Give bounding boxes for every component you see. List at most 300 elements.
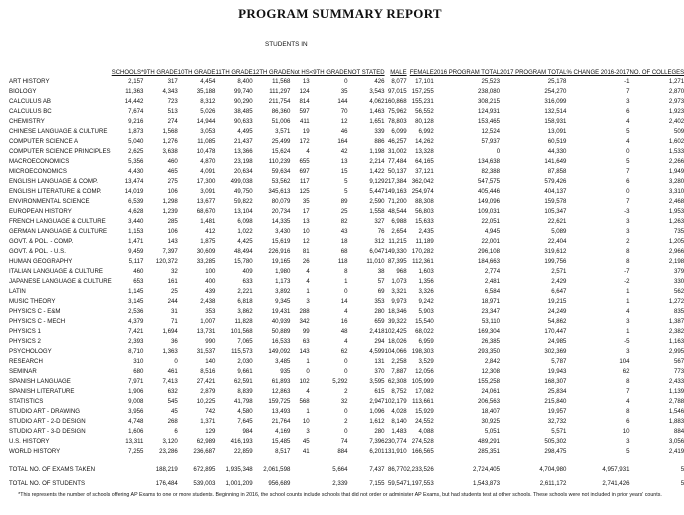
table-cell: 615 [374, 387, 385, 395]
table-cell: 509 [674, 127, 684, 135]
table-row [9, 317, 684, 327]
table-cell: 2,418 [369, 327, 385, 335]
table-cell: 1,651 [369, 117, 385, 125]
table-cell: 62,591 [234, 377, 253, 385]
table-cell: 4 [626, 397, 630, 405]
subject-name: CHEMISTRY [9, 117, 45, 125]
subject-name: WORLD HISTORY [9, 447, 61, 455]
table-cell: 184,663 [478, 257, 501, 265]
table-cell: 158,931 [544, 117, 567, 125]
table-cell: 0 [626, 147, 630, 155]
table-cell [290, 479, 309, 490]
table-cell: 1,163 [668, 337, 684, 345]
table-cell: 2,481 [484, 277, 501, 285]
table-cell: 4 [344, 337, 348, 345]
table-cell: 62 [340, 347, 348, 355]
table-cell: 22,051 [481, 217, 501, 225]
table-cell: 7,645 [237, 417, 253, 425]
table-cell: 230,774 [384, 437, 407, 445]
table-cell: 9,973 [391, 297, 407, 305]
table-cell: 5 [626, 127, 630, 135]
table-cell: 0 [344, 287, 348, 295]
table-cell: 13,731 [196, 327, 216, 335]
table-cell: 274,528 [411, 437, 434, 445]
table-cell: 5,356 [128, 157, 144, 165]
table-cell: 5,664 [332, 466, 348, 474]
subject-name: LATIN [9, 287, 26, 295]
table-cell: 4,088 [418, 427, 434, 435]
table-cell: 80,128 [415, 117, 434, 125]
table-cell: 30,925 [481, 417, 501, 425]
table-cell: 24,249 [547, 307, 567, 315]
table-cell: 100 [205, 267, 216, 275]
table-cell: 25,499 [271, 137, 291, 145]
table-cell: 1,558 [369, 207, 385, 215]
table-cell: 293,350 [478, 347, 501, 355]
table-cell: 215,840 [544, 397, 567, 405]
table-cell: 7,065 [237, 337, 253, 345]
table-cell: 3,145 [128, 297, 144, 305]
table-cell: 49,750 [234, 187, 253, 195]
table-cell: 22,404 [547, 237, 567, 245]
table-cell: 12 [340, 117, 348, 125]
subject-name: ITALIAN LANGUAGE & CULTURE [9, 267, 103, 275]
table-cell: 404,137 [544, 187, 567, 195]
table-cell: 3 [626, 317, 630, 325]
column-header [215, 48, 252, 77]
subject-name: RESEARCH [9, 357, 43, 365]
table-cell: 8,400 [237, 77, 253, 85]
table-cell: 1,096 [369, 407, 385, 415]
subject-name: ENVIRONMENTAL SCIENCE [9, 197, 90, 205]
table-cell: 3,280 [668, 177, 684, 185]
table-cell: 82 [340, 217, 348, 225]
table-cell: -1 [624, 77, 630, 85]
table-cell: 6 [626, 107, 630, 115]
table-cell: 25 [340, 207, 348, 215]
table-cell: -2 [624, 277, 630, 285]
table-cell: 4,599 [369, 347, 385, 355]
subject-name: JAPANESE LANGUAGE & CULTURE [9, 277, 112, 285]
table-cell: 25,523 [481, 77, 501, 85]
table-cell: 59,634 [271, 167, 291, 175]
table-cell: 54,862 [547, 317, 567, 325]
table-cell: 19,943 [547, 367, 567, 375]
table-cell: 7,674 [128, 107, 144, 115]
table-cell: 489,291 [478, 437, 501, 445]
table-cell: 15,619 [271, 237, 291, 245]
table-cell: 2,724,405 [472, 466, 501, 474]
table-cell: 89 [340, 197, 348, 205]
table-row [9, 117, 684, 127]
table-cell: 155,258 [478, 377, 501, 385]
table-cell: 968 [396, 267, 407, 275]
table-cell: 310 [133, 357, 144, 365]
table-row [9, 397, 684, 407]
table-cell: 7,397 [162, 247, 178, 255]
column-header [310, 48, 348, 77]
table-cell: 102,425 [384, 327, 407, 335]
table-cell: 0 [344, 77, 348, 85]
table-cell: 5,787 [551, 357, 567, 365]
table-cell: 3,638 [162, 147, 178, 155]
table-cell: 124 [299, 87, 310, 95]
table-cell: 12,524 [481, 127, 501, 135]
table-cell: 405,446 [478, 187, 501, 195]
table-cell: 6 [174, 427, 178, 435]
table-cell: 288 [299, 307, 310, 315]
table-cell: 41,798 [234, 397, 253, 405]
table-cell: 6,047 [369, 247, 385, 255]
table-cell: 57 [377, 277, 385, 285]
table-cell: 7 [626, 197, 630, 205]
subject-name: SPANISH LANGUAGE [9, 377, 71, 385]
table-cell: 131 [374, 357, 385, 365]
table-cell: 12 [302, 237, 310, 245]
table-cell: 23,198 [234, 157, 253, 165]
table-cell: 4 [306, 267, 310, 275]
table-cell: 6 [626, 417, 630, 425]
table-cell: 1,883 [668, 417, 684, 425]
table-cell: 64,165 [415, 157, 434, 165]
table-cell: 379 [674, 267, 684, 275]
table-cell: 1,873 [128, 127, 144, 135]
table-cell: 353 [205, 307, 216, 315]
table-cell: 106 [167, 227, 178, 235]
column-header [143, 48, 177, 77]
table-cell: 1,205 [668, 237, 684, 245]
table-row [9, 377, 684, 387]
table-cell: 115,573 [231, 347, 253, 355]
table-cell: 19 [302, 127, 310, 135]
table-cell: 35,188 [196, 87, 216, 95]
table-cell: 513 [167, 107, 178, 115]
table-cell: 14,442 [124, 97, 144, 105]
table-cell: 62,308 [387, 377, 407, 385]
table-cell: 1,197,553 [406, 480, 434, 488]
table-cell: 8 [626, 377, 630, 385]
table-cell: 2,214 [369, 157, 385, 165]
table-row [9, 257, 684, 267]
table-cell: 168,307 [544, 377, 567, 385]
table-row [9, 347, 684, 357]
table-cell: 50,137 [387, 167, 407, 175]
table-cell: 19,215 [547, 297, 567, 305]
table-cell: 1,001,209 [225, 480, 253, 488]
table-cell: 15,624 [271, 147, 291, 155]
table-cell: 4,169 [275, 427, 291, 435]
table-cell: 18,346 [387, 307, 407, 315]
table-cell: 46,257 [387, 137, 407, 145]
table-cell: 3,053 [200, 127, 216, 135]
table-cell: 280 [374, 307, 385, 315]
table-cell: 353 [374, 297, 385, 305]
table-cell: 102,179 [384, 397, 407, 405]
table-cell: 2,258 [391, 357, 407, 365]
table-cell: 113,661 [412, 397, 434, 405]
subject-name: CALCULUS AB [9, 97, 51, 105]
table-cell: 2,788 [668, 397, 684, 405]
table-cell: 10,225 [196, 397, 216, 405]
table-cell: 742 [205, 407, 216, 415]
table-cell: 11,189 [415, 237, 434, 245]
table-cell: 4 [344, 307, 348, 315]
table-cell: 169,304 [478, 327, 501, 335]
table-cell: 149,092 [268, 347, 291, 355]
table-cell: 342 [299, 317, 310, 325]
table-cell: 275 [167, 177, 178, 185]
table-cell: 30,609 [196, 247, 216, 255]
subject-name: COMPUTER SCIENCE A [9, 137, 79, 145]
table-cell: 1,481 [200, 217, 216, 225]
table-cell: 4,945 [484, 227, 501, 235]
table-cell: 2,468 [668, 197, 684, 205]
table-cell: 90,633 [234, 117, 253, 125]
table-cell: 1,568 [162, 127, 178, 135]
table-row [9, 187, 684, 197]
subject-name: CHINESE LANGUAGE & CULTURE [9, 127, 108, 135]
table-cell: 37,121 [415, 167, 434, 175]
table-cell: 1,263 [668, 217, 684, 225]
table-cell: 17,082 [415, 387, 434, 395]
table-row [9, 227, 684, 237]
table-cell: 59,547 [387, 480, 407, 488]
table-cell: 461 [167, 367, 178, 375]
table-cell: 3,595 [369, 377, 385, 385]
table-cell: 3,430 [275, 227, 291, 235]
table-cell: -5 [624, 337, 630, 345]
table-cell: 101,568 [230, 327, 253, 335]
table-cell: 110,239 [268, 157, 291, 165]
table-cell: 4,454 [200, 77, 216, 85]
table-cell: 0 [626, 187, 630, 195]
table-cell: 547,575 [478, 177, 501, 185]
table-cell: 21,764 [271, 417, 291, 425]
table-cell: 31,537 [196, 347, 216, 355]
table-cell: 2,266 [668, 157, 684, 165]
table-cell: 105,347 [544, 207, 567, 215]
table-cell: 3,543 [369, 87, 385, 95]
table-cell: 3,056 [668, 437, 684, 445]
subject-name: STATISTICS [9, 397, 44, 405]
table-cell: 11,010 [366, 257, 385, 265]
table-cell: 206,563 [478, 397, 501, 405]
table-cell: 0 [174, 357, 178, 365]
column-header-label: Not HS [290, 70, 310, 76]
table-cell: 2,590 [369, 197, 385, 205]
table-row [9, 107, 684, 117]
table-cell: 2,157 [128, 77, 144, 85]
table-cell: 16,533 [271, 337, 291, 345]
table-cell: 6,584 [484, 287, 501, 295]
table-cell: 8 [344, 267, 348, 275]
table-cell: 6,099 [391, 127, 407, 135]
table-cell: 1,422 [369, 167, 385, 175]
table-cell: 32 [340, 397, 348, 405]
table-cell: 1,606 [128, 427, 144, 435]
table-cell: 109,031 [478, 207, 501, 215]
table-cell: 46 [340, 127, 348, 135]
subject-name: PHYSICS 1 [9, 327, 41, 335]
table-cell: 5,292 [332, 377, 348, 385]
table-cell: 1,612 [369, 417, 385, 425]
column-header-label: % CHANGE 2016-2017 [566, 70, 630, 76]
table-cell: 370 [374, 367, 385, 375]
table-cell: 1 [626, 327, 630, 335]
table-cell: 1,198 [369, 147, 385, 155]
table-cell: 3 [626, 227, 630, 235]
table-cell: 1,239 [162, 207, 178, 215]
table-cell: 327 [374, 217, 385, 225]
table-cell: 0 [344, 427, 348, 435]
table-cell: 0 [344, 357, 348, 365]
table-cell: 8 [626, 407, 630, 415]
table-cell: 15,540 [415, 317, 434, 325]
table-cell: -3 [624, 207, 630, 215]
table-cell: 161 [167, 277, 178, 285]
table-cell: 6,647 [551, 287, 567, 295]
table-cell: 2,419 [668, 447, 684, 455]
table-cell: 88,308 [415, 197, 434, 205]
table-cell: 10,478 [196, 147, 216, 155]
table-cell: 2,995 [668, 347, 684, 355]
table-cell: 319,612 [544, 247, 567, 255]
table-cell: 7 [626, 167, 630, 175]
subject-name: TOTAL NO. OF EXAMS TAKEN [9, 466, 96, 474]
table-cell: 17,101 [415, 77, 434, 85]
table-cell: 170,447 [544, 327, 567, 335]
table-cell: 285 [167, 217, 178, 225]
table-cell: 172 [299, 137, 310, 145]
table-cell: 6 [626, 177, 630, 185]
table-cell: 25 [170, 287, 178, 295]
table-cell: 8 [626, 257, 630, 265]
table-cell: 956,689 [268, 480, 291, 488]
column-header [566, 48, 629, 77]
subject-name: HUMAN GEOGRAPHY [9, 257, 73, 265]
table-cell: 12,863 [271, 387, 291, 395]
subject-name: STUDIO ART - 3-D DESIGN [9, 427, 86, 435]
table-row [9, 357, 684, 367]
table-cell: 7,971 [128, 377, 144, 385]
table-cell: 1 [626, 287, 630, 295]
table-cell: 10 [302, 227, 310, 235]
table-cell: 11,085 [197, 137, 216, 145]
table-cell: 884 [674, 427, 684, 435]
table-cell: 24,061 [481, 387, 501, 395]
table-cell: 1,471 [128, 237, 144, 245]
table-cell: 117 [299, 177, 310, 185]
table-cell: 41 [302, 447, 310, 455]
table-cell: 14,262 [415, 137, 434, 145]
table-cell: 8,710 [128, 347, 144, 355]
table-cell: 48,544 [387, 207, 407, 215]
table-cell: 2,429 [551, 277, 567, 285]
table-cell: 1,271 [668, 77, 684, 85]
table-row [9, 307, 684, 317]
table-row [9, 287, 684, 297]
table-cell: 345,613 [268, 187, 291, 195]
table-cell: 1,298 [162, 197, 178, 205]
table-cell: 2,625 [128, 147, 144, 155]
table-cell: 1,546 [668, 407, 684, 415]
column-header-label: SCHOOLS* [111, 70, 144, 76]
table-cell: 87,858 [547, 167, 567, 175]
table-cell: 9,008 [128, 397, 144, 405]
table-cell: 153,465 [478, 117, 501, 125]
table-cell: 579,426 [544, 177, 567, 185]
column-header [629, 48, 684, 77]
table-row [9, 197, 684, 207]
table-cell: 81 [302, 247, 310, 255]
table-cell: 5,089 [551, 227, 567, 235]
table-cell: 886 [374, 137, 385, 145]
table-cell: 409 [242, 267, 253, 275]
table-cell: 16 [340, 317, 348, 325]
table-cell: 597 [299, 107, 310, 115]
table-cell: 159,725 [268, 397, 291, 405]
table-cell: 51,006 [271, 117, 291, 125]
table-cell: 2 [344, 387, 348, 395]
table-row [9, 147, 684, 157]
table-cell: 13,091 [547, 127, 567, 135]
table-cell: 5,040 [128, 137, 144, 145]
table-cell: 3,321 [391, 287, 407, 295]
table-cell: 2,233,526 [406, 466, 434, 474]
table-cell: 13,328 [415, 147, 434, 155]
table-cell: 3 [626, 437, 630, 445]
table-cell: 2,402 [668, 117, 684, 125]
table-cell: 13 [302, 217, 310, 225]
table-cell: 21,437 [234, 137, 253, 145]
table-cell: 735 [674, 227, 684, 235]
table-cell: 3 [306, 297, 310, 305]
table-cell: 44,330 [547, 147, 567, 155]
table-cell: 131,910 [384, 447, 407, 455]
report-title: PROGRAM SUMMARY REPORT [238, 6, 442, 21]
table-cell: 1,602 [668, 137, 684, 145]
table-cell: 697 [299, 167, 310, 175]
table-cell: 45 [170, 407, 178, 415]
table-cell: 426 [374, 77, 385, 85]
table-cell: 24,552 [415, 417, 434, 425]
table-cell: 4,343 [162, 87, 178, 95]
table-cell: 13 [302, 77, 310, 85]
table-cell: 236,687 [193, 447, 216, 455]
table-cell: 27,421 [196, 377, 216, 385]
table-cell: 11,215 [388, 237, 407, 245]
table-cell: 499,038 [230, 177, 253, 185]
table-cell: 7,396 [369, 437, 385, 445]
table-cell: 9,242 [418, 297, 434, 305]
table-cell: 2,221 [237, 287, 253, 295]
table-row [9, 447, 684, 457]
subject-name: GOVT. & POL. - COMP. [9, 237, 74, 245]
table-cell: 1,953 [668, 207, 684, 215]
table-cell: 653 [133, 277, 144, 285]
subject-name: ENGLISH LANGUAGE & COMP. [9, 177, 98, 185]
table-cell: 68 [340, 247, 348, 255]
table-cell: 238,080 [478, 87, 501, 95]
column-header-label: 10TH GRADE [177, 70, 216, 76]
table-cell: 659 [374, 317, 385, 325]
table-row [9, 207, 684, 217]
table-cell: 5,026 [200, 107, 216, 115]
table-cell: 10 [622, 427, 630, 435]
table-cell: 45 [302, 437, 310, 445]
table-cell: 562 [674, 287, 684, 295]
table-cell: 19,165 [271, 257, 291, 265]
